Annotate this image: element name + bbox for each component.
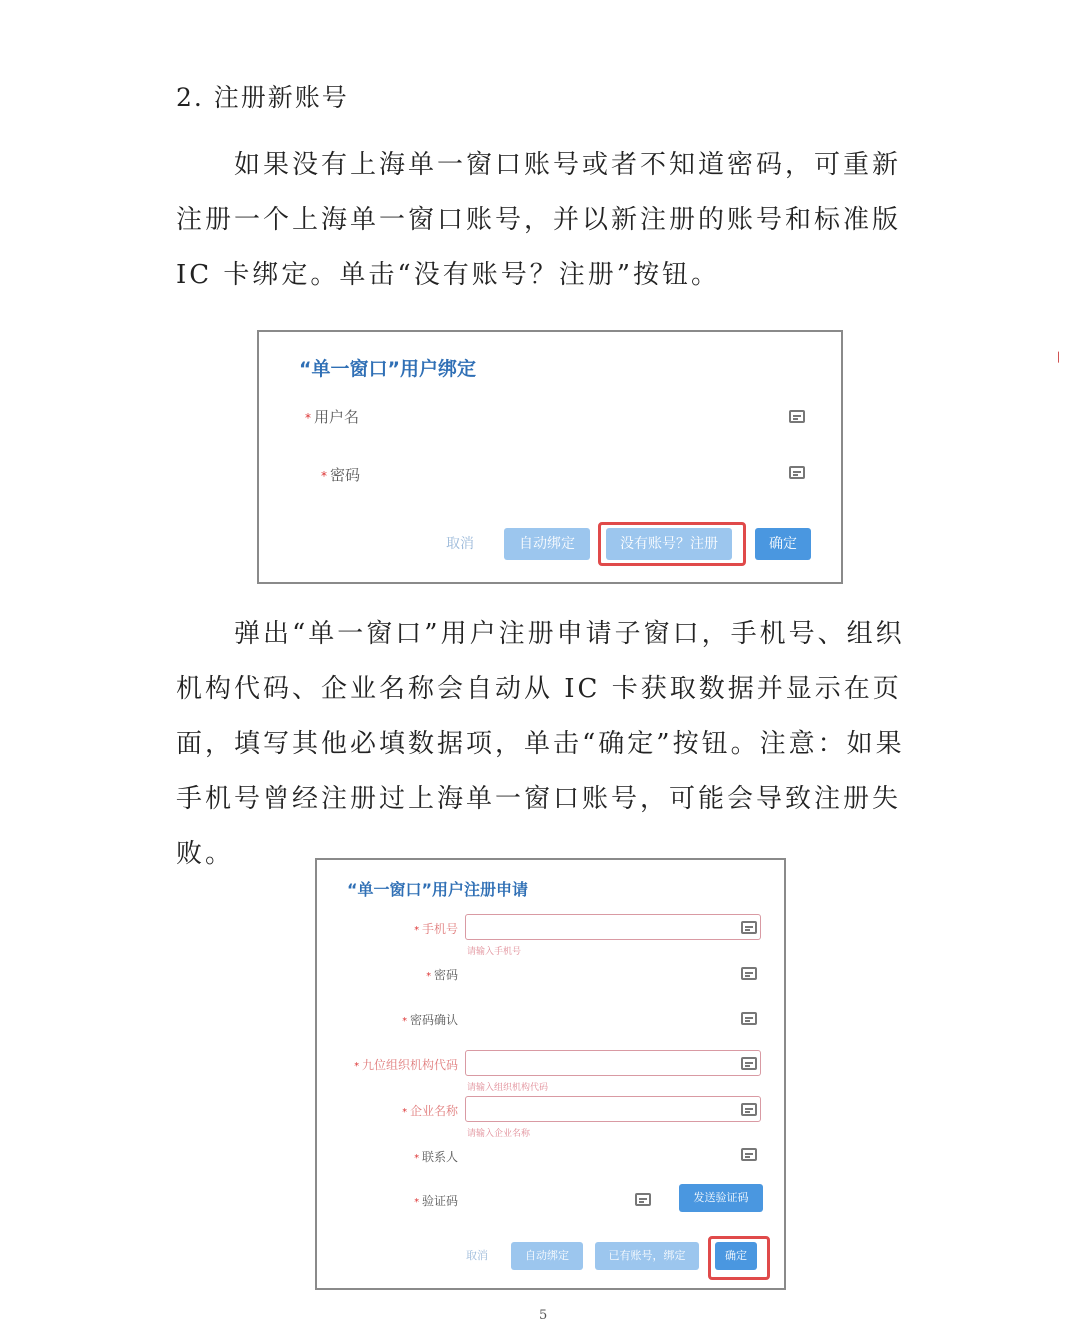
paragraph-intro: 如果没有上海单一窗口账号或者不知道密码，可重新注册一个上海单一窗口账号，并以新注册的账号和标准版 IC 卡绑定。单击“没有账号？注册”按钮。 — [176, 150, 902, 290]
org-code-error: 请输入组织机构代码 — [467, 1083, 549, 1093]
id-card-icon[interactable] — [635, 1193, 651, 1206]
id-card-icon[interactable] — [741, 1148, 757, 1161]
cancel-button[interactable]: 取消 — [466, 1249, 488, 1262]
id-card-icon[interactable] — [789, 466, 805, 479]
contact-label: * 联系人 — [414, 1150, 458, 1164]
id-card-icon[interactable] — [741, 1103, 757, 1116]
phone-error: 请输入手机号 — [467, 947, 522, 957]
org-code-input[interactable] — [465, 1050, 761, 1076]
have-account-bind-button[interactable]: 已有账号，绑定 — [595, 1242, 699, 1270]
bind-dialog-screenshot — [257, 330, 843, 584]
id-card-icon[interactable] — [741, 1057, 757, 1070]
company-label: * 企业名称 — [402, 1104, 458, 1118]
auto-bind-button[interactable]: 自动绑定 — [504, 528, 590, 560]
org-code-label: * 九位组织机构代码 — [354, 1058, 458, 1072]
password-confirm-label: * 密码确认 — [402, 1013, 458, 1027]
margin-mark: ❘ — [1052, 350, 1065, 363]
phone-input[interactable] — [465, 914, 761, 940]
cancel-button[interactable]: 取消 — [446, 536, 474, 552]
password-label: * 密码 — [321, 466, 361, 484]
dialog-title: “单一窗口”用户绑定 — [299, 358, 476, 380]
page-number: 5 — [539, 1308, 548, 1323]
register-button[interactable]: 没有账号？注册 — [606, 528, 732, 560]
id-card-icon[interactable] — [741, 967, 757, 980]
captcha-label: * 验证码 — [414, 1194, 458, 1208]
confirm-button[interactable]: 确定 — [715, 1242, 757, 1270]
confirm-button[interactable]: 确定 — [755, 528, 811, 560]
id-card-icon[interactable] — [741, 921, 757, 934]
id-card-icon[interactable] — [789, 410, 805, 423]
phone-label: * 手机号 — [414, 922, 458, 936]
paragraph-register: 弹出“单一窗口”用户注册申请子窗口，手机号、组织机构代码、企业名称会自动从 IC 卡获取数据并显示在页面，填写其他必填数据项，单击“确定”按钮。注意：如果手机号曾经注册过上海单一窗口账号，可能会导致注册失败。 — [176, 619, 905, 869]
company-input[interactable] — [465, 1096, 761, 1122]
register-dialog-screenshot — [315, 858, 786, 1290]
username-label: * 用户名 — [305, 408, 360, 426]
company-error: 请输入企业名称 — [467, 1129, 531, 1139]
dialog-title: “单一窗口”用户注册申请 — [347, 880, 529, 899]
password-label: * 密码 — [426, 968, 458, 982]
auto-bind-button[interactable]: 自动绑定 — [511, 1242, 583, 1270]
id-card-icon[interactable] — [741, 1012, 757, 1025]
section-heading: 2. 注册新账号 — [176, 83, 349, 112]
send-code-button[interactable]: 发送验证码 — [679, 1184, 763, 1212]
